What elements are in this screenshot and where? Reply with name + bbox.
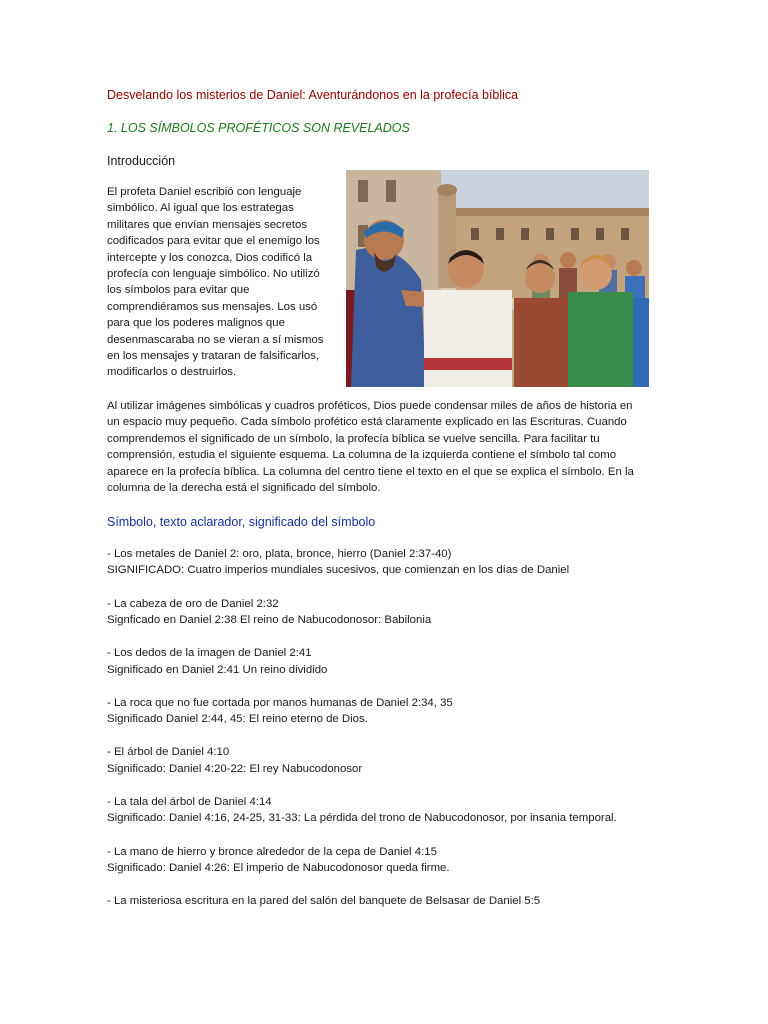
- intro-line: en los mensajes y trataran de falsificarlos,: [107, 350, 320, 363]
- body-line: Al utilizar imágenes simbólicas y cuadros proféticos, Dios puede condensar miles de años de historia en: [107, 400, 633, 412]
- body-line: aparece en la profecía bíblica. La columna del centro tiene el texto en el que se explica el símbolo. En la: [107, 465, 634, 478]
- intro-line: intercepte y los conozca, Dios codificó la: [107, 251, 313, 264]
- symbol-meaning: Significado: Daniel 4:16, 24-25, 31-33: La pérdida del trono de Nabucodonosor, por insania temporal.: [107, 812, 617, 825]
- symbol-meaning: Significado: Daniel 4:20-22: El rey Nabucodonosor: [107, 762, 363, 775]
- intro-heading: Introducción: [107, 154, 176, 168]
- symbol-text: - La roca que no fue cortada por manos humanas de Daniel 2:34, 35: [107, 696, 453, 709]
- symbol-item: [107, 596, 667, 629]
- document-title: Desvelando los misterios de Daniel: Aventurándonos en la profecía bíblica: [107, 88, 519, 102]
- symbol-list: [107, 546, 667, 926]
- intro-line: militares que envían mensajes secretos: [107, 218, 308, 231]
- intro-line: simbólico. Al igual que los estrategas: [107, 202, 294, 215]
- symbol-item: [107, 546, 667, 579]
- symbol-meaning: Significado Daniel 2:44, 45: El reino eterno de Dios.: [107, 713, 368, 726]
- intro-line: codificados para evitar que el enemigo los: [107, 235, 320, 248]
- intro-line: los símbolos para evitar que: [107, 284, 250, 297]
- symbol-item: [107, 744, 667, 777]
- intro-line: para que los poderes malignos que: [107, 317, 285, 330]
- symbol-item: [107, 893, 667, 909]
- daniel-illustration: [346, 170, 649, 387]
- symbol-text: - La misteriosa escritura en la pared del salón del banquete de Belsasar de Daniel 5:5: [107, 895, 541, 908]
- symbol-meaning: Significado en Daniel 2:41 Un reino dividido: [107, 663, 328, 676]
- symbol-item: [107, 844, 667, 877]
- body-paragraph: [107, 398, 662, 496]
- symbol-meaning: SIGNIFICADO: Cuatro imperios mundiales sucesivos, que comienzan en los días de Daniel: [107, 564, 570, 577]
- symbol-text: - Los dedos de la imagen de Daniel 2:41: [107, 647, 312, 660]
- body-line: un espacio muy pequeño. Cada símbolo profético está claramente explicado en las Escrituras. Cuando: [107, 416, 627, 429]
- intro-line: El profeta Daniel escribió con lenguaje: [107, 186, 302, 198]
- body-line: comprensión, estudia el siguiente esquema. La columna de la izquierda contiene el símbolo tal como: [107, 449, 617, 462]
- symbol-meaning: Signficado en Daniel 2:38 El reino de Nabucodonosor: Babilonia: [107, 614, 432, 627]
- symbol-text: - La cabeza de oro de Daniel 2:32: [107, 597, 279, 610]
- symbol-text: - La mano de hierro y bronce alrededor de la cepa de Daniel 4:15: [107, 845, 437, 858]
- symbol-item: [107, 794, 667, 827]
- symbol-text: - La tala del árbol de Daniel 4:14: [107, 796, 272, 809]
- symbol-item: [107, 695, 667, 728]
- symbol-item: [107, 645, 667, 678]
- intro-line: comprendiéramos sus mensajes. Los usó: [107, 300, 318, 313]
- intro-line: modificarlos o destruirlos.: [107, 366, 237, 379]
- intro-line: profecía con lenguaje simbólico. No utilizó: [107, 268, 320, 281]
- symbol-text: - El árbol de Daniel 4:10: [107, 746, 230, 759]
- table-heading: Símbolo, texto aclarador, significado del símbolo: [107, 515, 376, 529]
- intro-paragraph: [107, 184, 339, 381]
- body-line: columna de la derecha está el significado del símbolo.: [107, 482, 381, 495]
- symbol-meaning: Significado: Daniel 4:26: El imperio de Nabucodonosor queda firme.: [107, 862, 450, 875]
- intro-line: desenmascaraba no se vieran a sí mismos: [107, 333, 324, 346]
- section-heading: 1. LOS SÍMBOLOS PROFÉTICOS SON REVELADOS: [107, 121, 410, 135]
- symbol-text: - Los metales de Daniel 2: oro, plata, bronce, hierro (Daniel 2:37-40): [107, 548, 452, 560]
- body-line: comprendemos el significado de un símbolo, la profecía bíblica se vuelve sencilla. Para facilitar tu: [107, 432, 600, 445]
